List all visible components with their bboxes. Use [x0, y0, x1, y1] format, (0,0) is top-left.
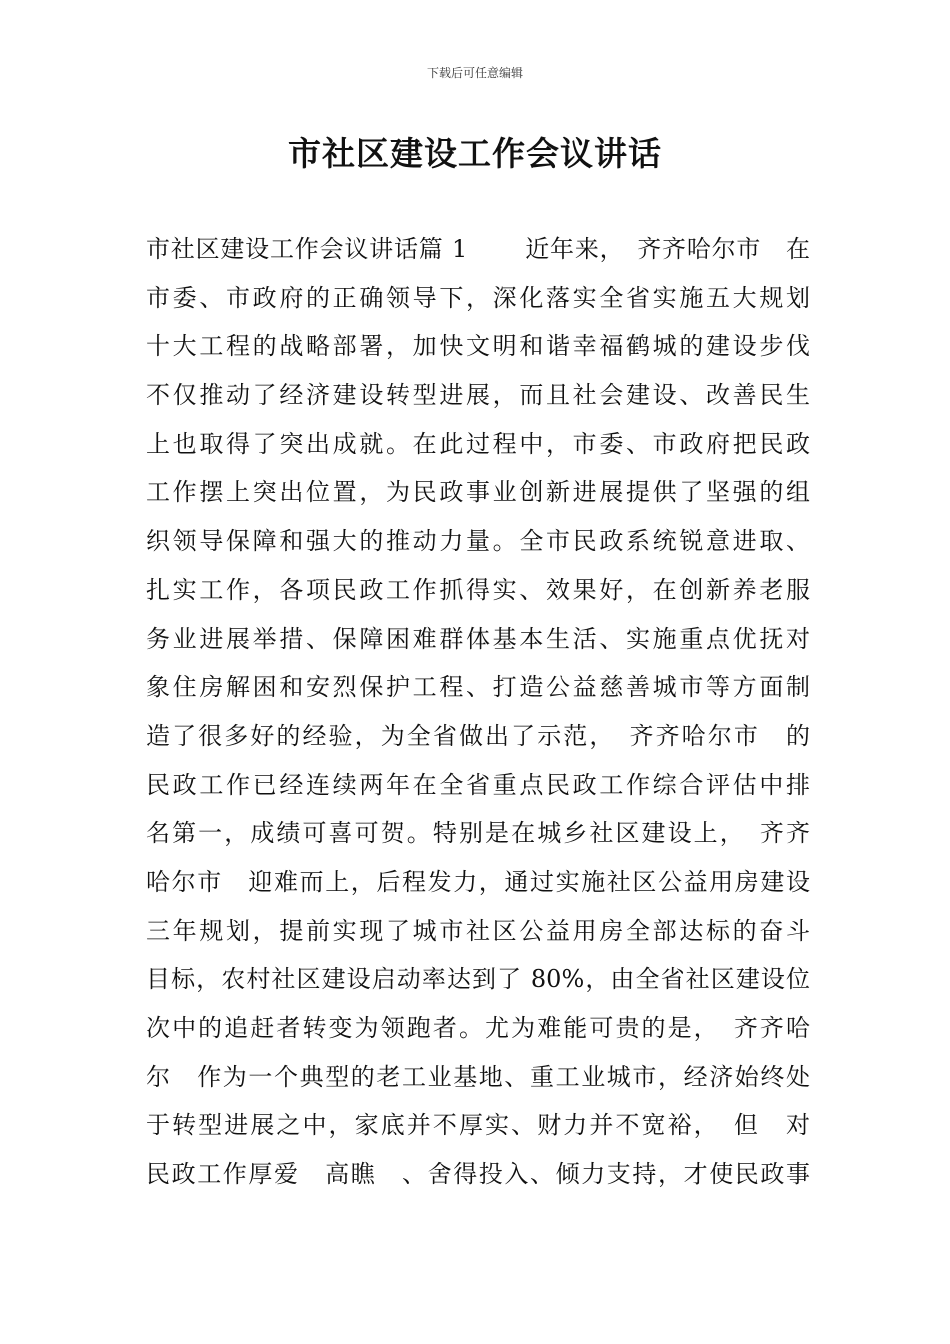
- text-line: 尔 作为一个典型的老工业基地、重工业城市，经济始终处: [146, 1062, 810, 1091]
- text-line: 市社区建设工作会议讲话篇 1 近年来， 齐齐哈尔市 在: [146, 235, 810, 263]
- text-line: 十大工程的战略部署，加快文明和谐幸福鹤城的建设步伐: [146, 332, 810, 361]
- text-line: 市委、市政府的正确领导下，深化落实全省实施五大规划: [146, 283, 810, 312]
- text-line: 目标，农村社区建设启动率达到了 80%，由全省社区建设位: [146, 965, 810, 994]
- document-title: 市社区建设工作会议讲话: [288, 134, 662, 173]
- text-line: 务业进展举措、保障困难群体基本生活、实施重点优抚对: [146, 624, 810, 653]
- text-line: 于转型进展之中，家底并不厚实、财力并不宽裕， 但 对: [146, 1111, 810, 1140]
- text-line: 次中的追赶者转变为领跑者。尤为难能可贵的是， 齐齐哈: [146, 1014, 810, 1042]
- text-line: 象住房解困和安烈保护工程、打造公益慈善城市等方面制: [146, 673, 810, 702]
- text-line: 民政工作已经连续两年在全省重点民政工作综合评估中排: [146, 770, 810, 799]
- text-line: 织领导保障和强大的推动力量。全市民政系统锐意进取、: [146, 527, 810, 556]
- text-line: 哈尔市 迎难而上，后程发力，通过实施社区公益用房建设: [146, 867, 810, 896]
- text-line: 民政工作厚爱 高瞧 、舍得投入、倾力支持，才使民政事: [146, 1160, 810, 1189]
- text-line: 三年规划，提前实现了城市社区公益用房全部达标的奋斗: [146, 916, 810, 945]
- header-note: 下载后可任意编辑: [426, 66, 523, 80]
- text-line: 造了很多好的经验，为全省做出了示范， 齐齐哈尔市 的: [146, 721, 810, 750]
- text-line: 不仅推动了经济建设转型进展，而且社会建设、改善民生: [146, 381, 810, 410]
- body-text: [146, 225, 810, 1199]
- text-line: 上也取得了突出成就。在此过程中，市委、市政府把民政: [146, 429, 810, 458]
- text-line: 名第一，成绩可喜可贺。特别是在城乡社区建设上， 齐齐: [146, 819, 810, 848]
- text-line: 扎实工作，各项民政工作抓得实、效果好，在创新养老服: [146, 575, 810, 604]
- text-line: 工作摆上突出位置，为民政事业创新进展提供了坚强的组: [146, 478, 810, 507]
